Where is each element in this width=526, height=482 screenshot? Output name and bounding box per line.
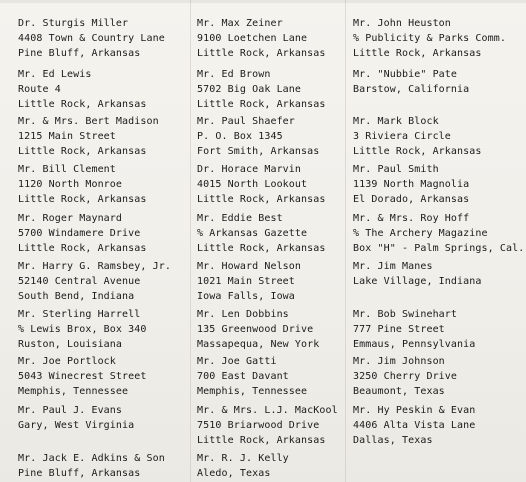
entry-city: Little Rock, Arkansas	[18, 99, 147, 110]
entry-city: Fort Smith, Arkansas	[197, 146, 320, 157]
entry-name: Mr. Jim Manes	[353, 261, 433, 272]
entry-name: Mr. Bob Swinehart	[353, 309, 458, 320]
address-entry	[353, 162, 469, 207]
entry-name: Mr. Sterling Harrell	[18, 309, 141, 320]
paper-crease	[0, 0, 526, 3]
entry-city: Massapequa, New York	[197, 339, 320, 350]
entry-city: Barstow, California	[353, 84, 470, 95]
entry-street: 5702 Big Oak Lane	[197, 84, 302, 95]
paper-fold-line	[190, 0, 191, 482]
entry-city: Ruston, Louisiana	[18, 339, 123, 350]
entry-name: Mr. Ed Lewis	[18, 69, 92, 80]
entry-city: Pine Bluff, Arkansas	[18, 48, 141, 59]
address-entry	[353, 354, 457, 399]
address-entry	[197, 16, 326, 61]
entry-name: Mr. Joe Gatti	[197, 356, 277, 367]
address-entry	[353, 259, 482, 289]
entry-city: Beaumont, Texas	[353, 386, 445, 397]
address-entry	[353, 403, 475, 448]
entry-name: Mr. & Mrs. L.J. MacKool	[197, 405, 338, 416]
entry-city: Memphis, Tennessee	[18, 386, 129, 397]
entry-name: Mr. John Heuston	[353, 18, 451, 29]
entry-name: Mr. Harry G. Ramsbey, Jr.	[18, 261, 172, 272]
entry-city: Aledo, Texas	[197, 468, 271, 479]
entry-street: % Arkansas Gazette	[197, 228, 308, 239]
entry-street: 135 Greenwood Drive	[197, 324, 314, 335]
entry-street: % The Archery Magazine	[353, 228, 488, 239]
entry-name: Mr. "Nubbie" Pate	[353, 69, 458, 80]
entry-city: Gary, West Virginia	[18, 420, 135, 431]
entry-city: Little Rock, Arkansas	[197, 99, 326, 110]
address-entry	[18, 16, 165, 61]
entry-name: Mr. Roger Maynard	[18, 213, 123, 224]
entry-name: Mr. & Mrs. Roy Hoff	[353, 213, 470, 224]
entry-name: Mr. R. J. Kelly	[197, 453, 289, 464]
address-entry	[353, 114, 482, 159]
entry-name: Mr. Bill Clement	[18, 164, 116, 175]
entry-name: Mr. Paul Smith	[353, 164, 439, 175]
entry-name: Mr. Eddie Best	[197, 213, 283, 224]
entry-city: Little Rock, Arkansas	[197, 48, 326, 59]
address-entry	[197, 259, 301, 304]
entry-city: Little Rock, Arkansas	[197, 194, 326, 205]
entry-street: 52140 Central Avenue	[18, 276, 141, 287]
entry-street: Route 4	[18, 84, 61, 95]
entry-name: Mr. Jack E. Adkins & Son	[18, 453, 165, 464]
entry-name: Mr. Joe Portlock	[18, 356, 116, 367]
address-entry	[18, 354, 147, 399]
entry-city: Little Rock, Arkansas	[353, 146, 482, 157]
entry-city: South Bend, Indiana	[18, 291, 135, 302]
entry-city: Box "H" - Palm Springs, Cal.	[353, 243, 525, 254]
address-entry	[353, 211, 524, 256]
entry-street: 3250 Cherry Drive	[353, 371, 458, 382]
address-entry	[197, 211, 326, 256]
address-entry	[197, 307, 319, 352]
address-entry	[18, 307, 147, 352]
entry-name: Dr. Horace Marvin	[197, 164, 302, 175]
entry-street: 3 Riviera Circle	[353, 131, 451, 142]
entry-street: 1139 North Magnolia	[353, 179, 470, 190]
address-entry	[197, 67, 326, 112]
entry-city: Little Rock, Arkansas	[197, 435, 326, 446]
entry-city: Iowa Falls, Iowa	[197, 291, 295, 302]
address-entry	[18, 114, 159, 159]
entry-street: % Lewis Brox, Box 340	[18, 324, 147, 335]
address-entry	[197, 354, 307, 399]
entry-city: Little Rock, Arkansas	[18, 146, 147, 157]
entry-street: 777 Pine Street	[353, 324, 445, 335]
entry-city: Little Rock, Arkansas	[18, 243, 147, 254]
entry-street: 1215 Main Street	[18, 131, 116, 142]
entry-city: Little Rock, Arkansas	[197, 243, 326, 254]
entry-street: 4015 North Lookout	[197, 179, 308, 190]
entry-name: Mr. Howard Nelson	[197, 261, 302, 272]
entry-street: 9100 Loetchen Lane	[197, 33, 308, 44]
entry-city: Little Rock, Arkansas	[353, 48, 482, 59]
entry-city: Emmaus, Pennsylvania	[353, 339, 476, 350]
entry-name: Mr. Paul J. Evans	[18, 405, 123, 416]
address-entry	[18, 211, 147, 256]
entry-name: Mr. Max Zeiner	[197, 18, 283, 29]
entry-street: P. O. Box 1345	[197, 131, 283, 142]
entry-city: El Dorado, Arkansas	[353, 194, 470, 205]
entry-street: % Publicity & Parks Comm.	[353, 33, 507, 44]
entry-name: Mr. Paul Shaefer	[197, 116, 295, 127]
address-entry	[18, 259, 171, 304]
entry-city: Little Rock, Arkansas	[18, 194, 147, 205]
address-entry	[353, 67, 469, 97]
entry-street: 1021 Main Street	[197, 276, 295, 287]
entry-name: Mr. Hy Peskin & Evan	[353, 405, 476, 416]
entry-city: Dallas, Texas	[353, 435, 433, 446]
address-entry	[353, 16, 506, 61]
address-entry	[197, 451, 289, 481]
address-entry	[353, 307, 475, 352]
entry-city: Lake Village, Indiana	[353, 276, 482, 287]
entry-street: 5700 Windamere Drive	[18, 228, 141, 239]
paper-fold-line	[345, 0, 346, 482]
entry-street: 5043 Winecrest Street	[18, 371, 147, 382]
entry-street: 4406 Alta Vista Lane	[353, 420, 476, 431]
entry-city: Memphis, Tennessee	[197, 386, 308, 397]
entry-name: Mr. & Mrs. Bert Madison	[18, 116, 159, 127]
entry-street: 4408 Town & Country Lane	[18, 33, 165, 44]
entry-city: Pine Bluff, Arkansas	[18, 468, 141, 479]
entry-street: 7510 Briarwood Drive	[197, 420, 320, 431]
address-entry	[197, 162, 326, 207]
address-entry	[197, 114, 319, 159]
entry-name: Mr. Jim Johnson	[353, 356, 445, 367]
address-entry	[197, 403, 338, 448]
entry-street: 1120 North Monroe	[18, 179, 123, 190]
entry-name: Mr. Len Dobbins	[197, 309, 289, 320]
address-entry	[18, 451, 165, 481]
entry-name: Mr. Mark Block	[353, 116, 439, 127]
address-entry	[18, 162, 147, 207]
entry-name: Mr. Ed Brown	[197, 69, 271, 80]
entry-name: Dr. Sturgis Miller	[18, 18, 129, 29]
address-entry	[18, 67, 147, 112]
entry-street: 700 East Davant	[197, 371, 289, 382]
address-entry	[18, 403, 134, 433]
